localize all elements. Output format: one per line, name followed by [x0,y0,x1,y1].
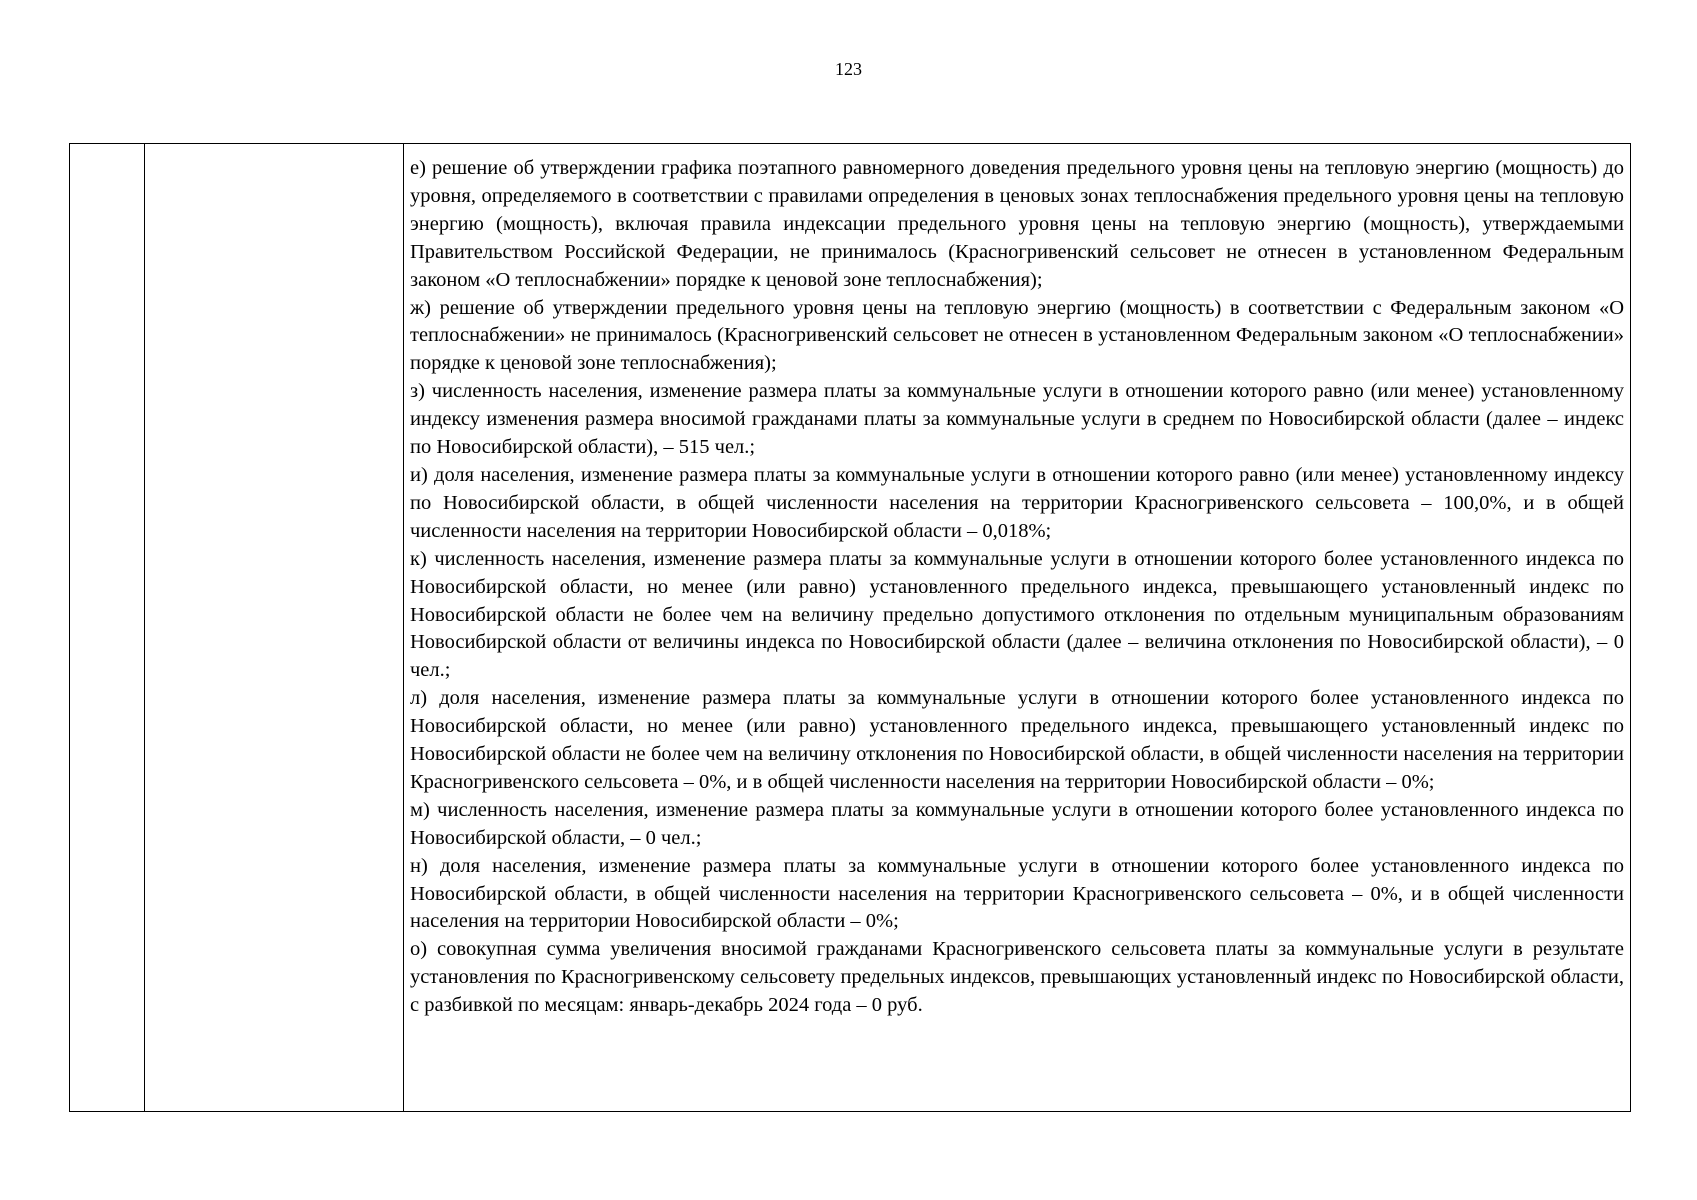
paragraph-o: о) совокупная сумма увеличения вносимой гражданами Красногривенского сельсовета платы за коммунальные услуги в результате установления по Красногривенскому сельсовету предельных индексов, превышающих установленный индекс по Новосибирской области, с разбивкой по месяцам: январь-декабрь 2024 года – 0 руб. [410,938,1624,1017]
paragraph-z: з) численность населения, изменение размера платы за коммунальные услуги в отношении которого равно (или менее) установленному индексу изменения размера вносимой гражданами платы за коммунальные услуги в среднем по Новосибирской области (далее – индекс по Новосибирской области), – 515 чел.; [410,380,1624,459]
paragraph-zh: ж) решение об утверждении предельного уровня цены на тепловую энергию (мощность) в соответствии с Федеральным законом «О теплоснабжении» не принималось (Красногривенский сельсовет не отнесен в установленном Федеральным законом «О теплоснабжении» порядке к ценовой зоне теплоснабжения); [410,296,1624,375]
paragraph-e: е) решение об утверждении графика поэтапного равномерного доведения предельного уровня цены на тепловую энергию (мощность) до уровня, определяемого в соответствии с правилами определения в ценовых зонах теплоснабжения предельного уровня цены на тепловую энергию (мощность), включая правила индексации предельного уровня цены на тепловую энергию (мощность), утверждаемыми Правительством Российской Федерации, не принималось (Красногривенский сельсовет не отнесен в установленном Федеральным законом «О теплоснабжении» порядке к ценовой зоне теплоснабжения); [410,157,1624,291]
paragraph-n: н) доля населения, изменение размера платы за коммунальные услуги в отношении которого более установленного индекса по Новосибирской области, в общей численности населения на территории Красногривенского сельсовета – 0%, и в общей численности населения на территории Новосибирской области – 0%; [410,854,1624,933]
paragraph-k: к) численность населения, изменение размера платы за коммунальные услуги в отношении которого более установленного индекса по Новосибирской области, но менее (или равно) установленного предельного индекса, превышающего установленный индекс по Новосибирской области не более чем на величину предельно допустимого отклонения по отдельным муниципальным образованиям Новосибирской области от величины индекса по Новосибирской области (далее – величина отклонения по Новосибирской области), – 0 чел.; [410,547,1624,682]
table-cell-name [145,144,404,1112]
document-table [69,143,1631,1112]
table-cell-content [404,144,1631,1112]
paragraph-l: л) доля населения, изменение размера платы за коммунальные услуги в отношении которого более установленного индекса по Новосибирской области, но менее (или равно) установленного предельного индекса, превышающего установленный индекс по Новосибирской области не более чем на величину отклонения по Новосибирской области, в общей численности населения на территории Красногривенского сельсовета – 0%, и в общей численности населения на территории Новосибирской области – 0%; [410,687,1624,793]
paragraph-m: м) численность населения, изменение размера платы за коммунальные услуги в отношении которого более установленного индекса по Новосибирской области, – 0 чел.; [410,798,1624,849]
table-cell-number [70,144,145,1112]
paragraph-i: и) доля населения, изменение размера платы за коммунальные услуги в отношении которого равно (или менее) установленному индексу по Новосибирской области, в общей численности населения на территории Красногривенского сельсовета – 100,0%, и в общей численности населения на территории Новосибирской области – 0,018%; [410,463,1624,542]
page-number: 123 [835,59,862,79]
table-row [70,144,1631,1112]
